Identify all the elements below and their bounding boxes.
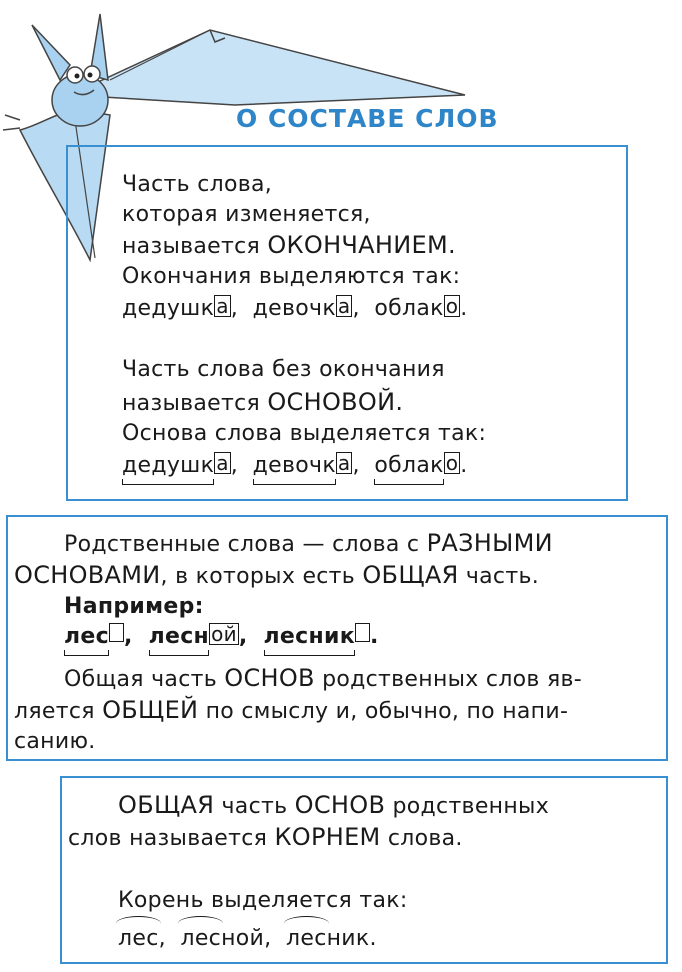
box2-line6: санию. — [14, 729, 96, 754]
ending-mark: а — [337, 294, 351, 318]
box1-line3: называется ОКОНЧАНИЕМ. — [122, 231, 456, 259]
term-stems: ОСНОВАМИ — [14, 561, 161, 589]
stem-mark: лес — [64, 622, 109, 652]
box2-line5: ляется ОБЩЕЙ по смыслу и, обычно, по напи- — [14, 696, 569, 724]
box1-line6: называется ОСНОВОЙ. — [122, 388, 404, 416]
stem-mark: лесн — [149, 622, 209, 652]
stem-mark: облак — [374, 451, 443, 481]
term-stem: ОСНОВОЙ. — [267, 388, 404, 416]
related-words-example-row: лес , лесн ой, лесник . — [64, 622, 379, 652]
root-example-row: лес, лесной, лесник. — [118, 924, 377, 954]
term-common: ОБЩАЯ — [118, 791, 215, 819]
box3-line2: слов называется КОРНЕМ слова. — [68, 823, 463, 851]
term-different: РАЗНЫМИ — [426, 529, 553, 557]
term-stems: ОСНОВ — [224, 664, 315, 692]
ending-mark: о — [445, 294, 459, 318]
box1-line7: Основа слова выделяется так: — [122, 421, 487, 446]
box2-line2: ОСНОВАМИ, в которых есть ОБЩАЯ часть. — [14, 561, 540, 589]
box2-line4: Общая часть ОСНОВ родственных слов яв- — [64, 664, 583, 692]
root-mark: лес — [118, 924, 159, 954]
term-common: ОБЩАЯ — [362, 561, 459, 589]
ending-mark: ой — [211, 622, 237, 646]
box3-line3: Корень выделяется так: — [118, 888, 408, 913]
term-root: КОРНЕМ — [274, 823, 381, 851]
box1-line5: Часть слова без окончания — [122, 357, 445, 382]
term-ending: ОКОНЧАНИЕМ. — [267, 231, 456, 259]
empty-ending-mark — [109, 623, 124, 642]
stem-mark: лесник — [264, 622, 355, 652]
root-mark: лес — [286, 924, 327, 954]
ending-mark: а — [216, 294, 229, 318]
ending-mark: о — [445, 451, 459, 475]
box1-line1: Часть слова, — [122, 172, 273, 197]
example-label: Например: — [64, 594, 204, 619]
page-title: О СОСТАВЕ СЛОВ — [236, 104, 499, 133]
stem-mark: девочк — [253, 451, 336, 481]
ending-mark: а — [337, 451, 351, 475]
box1-line2: которая изменяется, — [122, 202, 371, 227]
stem-mark: дедушк — [122, 451, 214, 481]
term-stems: ОСНОВ — [294, 791, 386, 819]
stem-example-row: дедушк а, девочк а, облак о. — [122, 451, 468, 481]
box3-line1: ОБЩАЯ часть ОСНОВ родственных — [118, 791, 550, 819]
empty-ending-mark — [355, 623, 370, 642]
ending-example-row: дедушк а, девочк а, облак о. — [122, 294, 468, 321]
box2-line1: Родственные слова — слова с РАЗНЫМИ — [64, 529, 553, 557]
ending-mark: а — [216, 451, 229, 475]
term-common: ОБЩЕЙ — [102, 696, 199, 724]
root-mark: лес — [180, 924, 221, 954]
box1-line4: Окончания выделяются так: — [122, 264, 461, 289]
